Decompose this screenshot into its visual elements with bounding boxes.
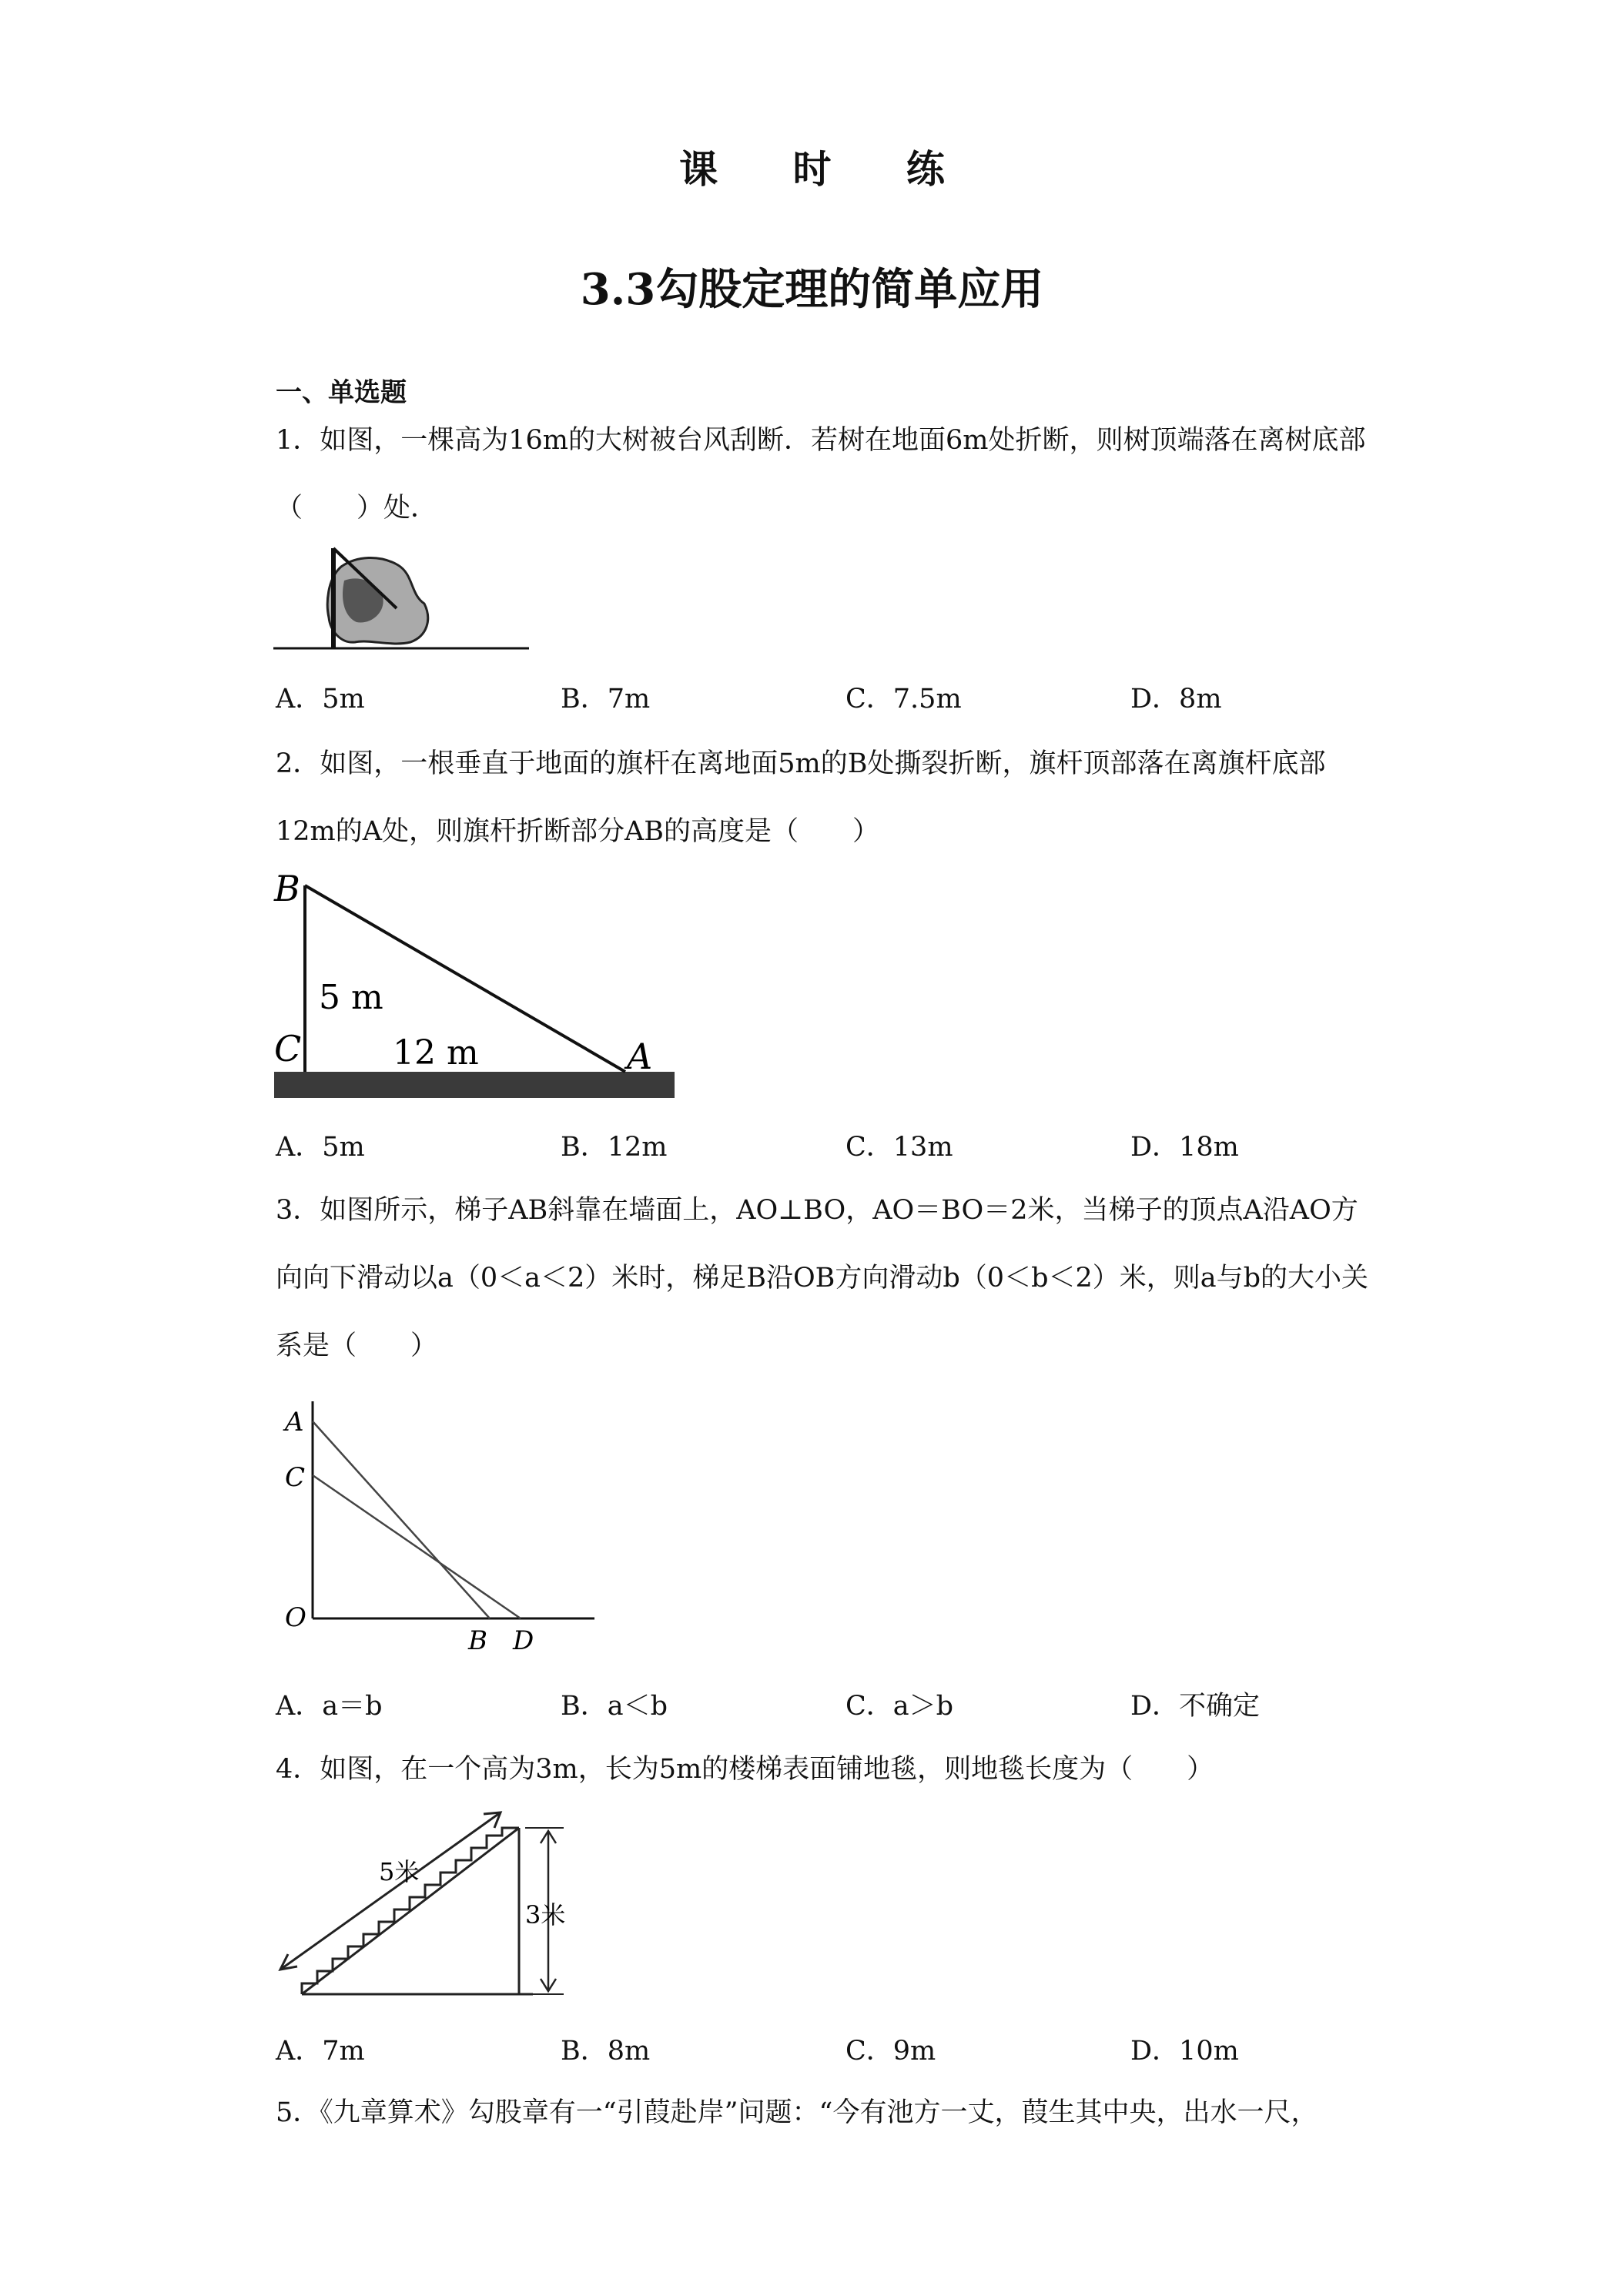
ladder-ab (313, 1421, 490, 1618)
point-b-label: B (468, 1625, 487, 1655)
question-1-text: 1．如图，一棵高为16m的大树被台风刮断．若树在地面6m处折断，则树顶端落在离树底部（ ）处． (276, 425, 1366, 524)
length-label: 5米 (379, 1857, 420, 1886)
stair-slope (302, 1828, 519, 1994)
question-2-option-d[interactable]: D．18m (1130, 1132, 1239, 1163)
point-b-label: B (274, 868, 300, 909)
question-4-figure (271, 1809, 579, 2010)
question-2-options (276, 1126, 1369, 1172)
question-4-option-c[interactable]: C．9m (845, 2036, 936, 2067)
point-a-label: A (285, 1407, 304, 1438)
base-label: 12 m (393, 1033, 479, 1073)
question-3-text: 3．如图所示，梯子AB斜靠在墙面上，AO⊥BO，AO＝BO＝2米，当梯子的顶点A沿AO方向向下滑动以a（0＜a＜2）米时，梯足B沿OB方向滑动b（0＜b＜2）米，则a与b的大小关系是（ ） (276, 1195, 1369, 1361)
question-1-figure (273, 534, 535, 654)
question-1-option-a[interactable]: A．5m (276, 684, 365, 715)
height-label: 3米 (525, 1900, 566, 1930)
point-d-label: D (513, 1625, 534, 1655)
document-title: 课 时 练 (679, 146, 976, 192)
lesson-title: 3.3勾股定理的简单应用 (580, 264, 1044, 315)
question-3-option-b[interactable]: B．a＜b (561, 1691, 668, 1722)
ladder-cd (313, 1475, 521, 1618)
question-1-option-b[interactable]: B．7m (561, 684, 651, 715)
question-2-option-c[interactable]: C．13m (845, 1132, 953, 1163)
question-2-figure (271, 862, 679, 1109)
ground-bar (274, 1072, 675, 1098)
question-4-option-d[interactable]: D．10m (1130, 2036, 1239, 2067)
question-1-option-d[interactable]: D．8m (1130, 684, 1222, 715)
question-3-option-a[interactable]: A．a＝b (276, 1691, 383, 1722)
question-4-option-a[interactable]: A．7m (276, 2036, 365, 2067)
question-2-text: 2．如图，一根垂直于地面的旗杆在离地面5m的B处撕裂折断，旗杆顶部落在离旗杆底部12m的A处，则旗杆折断部分AB的高度是（ ） (276, 748, 1326, 847)
question-3-option-c[interactable]: C．a＞b (845, 1691, 954, 1722)
question-3-figure (277, 1394, 601, 1655)
question-5-text: 5．《九章算术》勾股章有一“引葭赴岸”问题：“今有池方一丈，葭生其中央，出水一尺， (276, 2097, 1318, 2128)
question-3-option-d[interactable]: D．不确定 (1130, 1691, 1261, 1722)
point-c-label: C (274, 1028, 302, 1069)
point-a-label: A (627, 1036, 653, 1077)
question-3-options (276, 1685, 1369, 1731)
question-4-option-b[interactable]: B．8m (561, 2036, 651, 2067)
question-4-options (276, 2030, 1369, 2076)
question-4-text: 4．如图，在一个高为3m，长为5m的楼梯表面铺地毯，则地毯长度为（ ） (276, 1754, 1214, 1785)
point-o-label: O (285, 1602, 306, 1633)
section-title: 一、单选题 (276, 377, 407, 408)
length-arrow (280, 1812, 501, 1970)
question-1-options (276, 678, 1369, 724)
point-c-label: C (285, 1462, 306, 1493)
height-label: 5 m (319, 978, 383, 1017)
question-1-option-c[interactable]: C．7.5m (845, 684, 962, 715)
question-2-option-a[interactable]: A．5m (276, 1132, 365, 1163)
question-2-option-b[interactable]: B．12m (561, 1132, 668, 1163)
